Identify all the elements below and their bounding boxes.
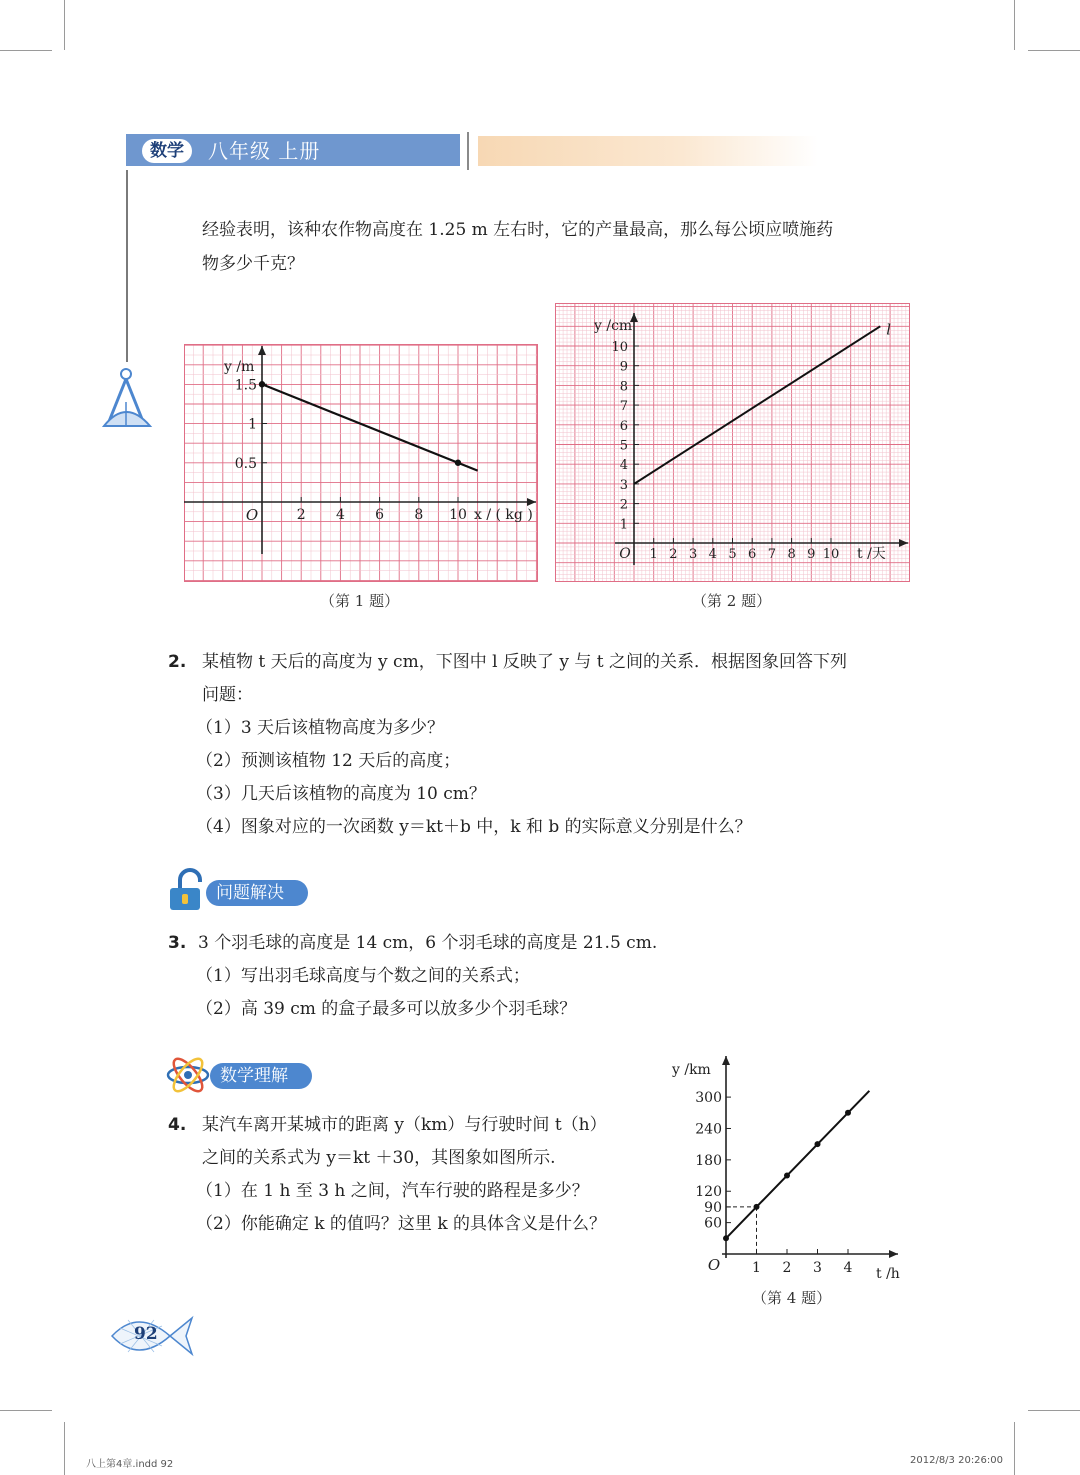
header-title: 八年级 上册 <box>208 139 321 163</box>
x-tick-label: 7 <box>767 547 777 562</box>
q3-sub-1: （1）写出羽毛球高度与个数之间的关系式； <box>196 966 530 986</box>
padlock-icon <box>166 868 210 912</box>
crop-mark <box>1014 1422 1015 1475</box>
page-number: 92 <box>134 1324 158 1344</box>
q2-line-2: 问题： <box>202 685 253 705</box>
q4-sub-2: （2）你能确定 k 的值吗？这里 k 的具体含义是什么？ <box>196 1214 607 1234</box>
y-tick-label: 60 <box>704 1215 722 1232</box>
q3-number: 3. <box>168 933 187 953</box>
header-decoration <box>478 136 818 166</box>
x-tick-label: 10 <box>449 507 467 523</box>
y-tick-label: 4 <box>619 458 628 474</box>
q3-sub-2: （2）高 39 cm 的盒子最多可以放多少个羽毛球？ <box>196 999 577 1019</box>
series-label: l <box>886 320 892 339</box>
footer-timestamp: 2012/8/3 20:26:00 <box>910 1455 1004 1466</box>
y-tick-label: 5 <box>619 438 628 454</box>
x-axis-label: x / ( kg ) <box>474 507 533 523</box>
x-tick-label: 1 <box>649 547 658 562</box>
q2-sub-1: （1）3 天后该植物高度为多少？ <box>196 718 445 738</box>
y-tick-label: 6 <box>619 418 628 434</box>
q4-line-2: 之间的关系式为 y＝kt ＋30，其图象如图所示. <box>202 1148 556 1168</box>
y-tick-label: 90 <box>704 1199 722 1216</box>
figure-2-caption: （第 2 题） <box>692 592 772 610</box>
x-tick-label: 8 <box>414 507 424 523</box>
x-tick-label: 4 <box>708 547 717 562</box>
y-tick-label: 0.5 <box>234 455 257 472</box>
intro-line-1: 经验表明，该种农作物高度在 1.25 m 左右时，它的产量最高，那么每公顷应喷施药 <box>202 220 834 240</box>
data-point <box>259 381 265 387</box>
data-point <box>784 1173 790 1179</box>
q2-number: 2. <box>168 652 187 672</box>
y-tick-label: 1 <box>248 416 257 433</box>
y-tick-label: 7 <box>619 399 628 415</box>
y-tick-label: 180 <box>695 1152 722 1169</box>
y-tick-label: 1.5 <box>234 377 257 394</box>
data-point <box>455 460 461 466</box>
x-tick-label: 2 <box>296 507 306 523</box>
y-axis-label: y /m <box>224 359 255 375</box>
q2-line-1: 某植物 t 天后的高度为 y cm，下图中 l 反映了 y 与 t 之间的关系．根据图象回答下列 <box>202 652 847 672</box>
origin-label: O <box>707 1256 721 1274</box>
x-axis-label: t /h <box>876 1266 900 1282</box>
y-tick-label: 1 <box>619 517 628 533</box>
q3-line-1: 3 个羽毛球的高度是 14 cm，6 个羽毛球的高度是 21.5 cm. <box>198 933 658 953</box>
y-tick-label: 9 <box>619 359 628 375</box>
q2-sub-4: （4）图象对应的一次函数 y＝kt＋b 中，k 和 b 的实际意义分别是什么？ <box>196 817 752 837</box>
x-tick-label: 2 <box>782 1260 792 1276</box>
x-tick-label: 4 <box>335 507 345 523</box>
x-axis-arrow <box>899 539 908 547</box>
y-tick-label: 2 <box>619 497 628 513</box>
q4-number: 4. <box>168 1115 187 1135</box>
margin-line <box>126 170 128 362</box>
x-tick-label: 10 <box>822 547 840 562</box>
origin-label: O <box>619 546 631 562</box>
x-tick-label: 3 <box>813 1260 822 1276</box>
subject-badge: 数学 <box>142 139 192 163</box>
crop-mark <box>0 1410 52 1411</box>
origin-label: O <box>245 506 259 524</box>
y-tick-label: 300 <box>695 1090 722 1107</box>
y-axis-label: y /km <box>672 1062 711 1078</box>
q4-line-1: 某汽车离开某城市的距离 y（km）与行驶时间 t（h） <box>202 1115 607 1135</box>
q4-sub-1: （1）在 1 h 至 3 h 之间，汽车行驶的路程是多少？ <box>196 1181 589 1201</box>
figure-2-chart <box>555 303 910 582</box>
x-axis-arrow <box>889 1250 898 1258</box>
crop-mark <box>1028 50 1080 51</box>
figure-1-chart <box>184 344 538 582</box>
crop-mark <box>64 0 65 50</box>
x-tick-label: 9 <box>807 547 816 562</box>
x-tick-label: 3 <box>688 547 698 562</box>
data-point <box>845 1110 851 1116</box>
crop-mark <box>64 1422 65 1475</box>
compass-icon <box>100 362 154 432</box>
y-tick-label: 8 <box>619 379 628 395</box>
crop-mark <box>1028 1410 1080 1411</box>
y-tick-label: 120 <box>695 1184 722 1201</box>
header-separator <box>467 132 469 170</box>
x-tick-label: 5 <box>728 547 737 562</box>
atom-icon <box>166 1055 214 1095</box>
y-axis-label: y /cm <box>594 318 633 334</box>
x-tick-label: 2 <box>669 547 678 562</box>
y-axis-arrow <box>258 346 266 355</box>
y-axis-arrow <box>722 1056 730 1065</box>
x-axis-label: t /天 <box>857 546 886 562</box>
y-tick-label: 10 <box>611 340 628 355</box>
data-point <box>723 1235 729 1241</box>
section-math-understanding: 数学理解 <box>210 1063 312 1089</box>
x-tick-label: 4 <box>843 1260 853 1276</box>
x-tick-label: 8 <box>787 547 796 562</box>
x-tick-label: 1 <box>752 1260 761 1276</box>
q2-sub-3: （3）几天后该植物的高度为 10 cm？ <box>196 784 486 804</box>
x-tick-label: 6 <box>748 547 757 562</box>
figure-1-caption: （第 1 题） <box>320 592 400 610</box>
crop-mark <box>0 50 52 51</box>
figure-4-chart <box>666 1052 916 1282</box>
y-tick-label: 3 <box>619 477 628 493</box>
data-point <box>815 1141 821 1147</box>
section-problem-solving: 问题解决 <box>206 880 308 906</box>
q2-sub-2: （2）预测该植物 12 天后的高度； <box>196 751 461 771</box>
crop-mark <box>1014 0 1015 50</box>
footer-file-name: 八上第4章.indd 92 <box>86 1459 174 1470</box>
figure-4-caption: （第 4 题） <box>752 1289 832 1307</box>
intro-line-2: 物多少千克？ <box>202 254 304 274</box>
y-tick-label: 240 <box>695 1121 722 1138</box>
x-tick-label: 6 <box>375 507 385 523</box>
x-axis-arrow <box>527 498 536 506</box>
data-point <box>754 1204 760 1210</box>
